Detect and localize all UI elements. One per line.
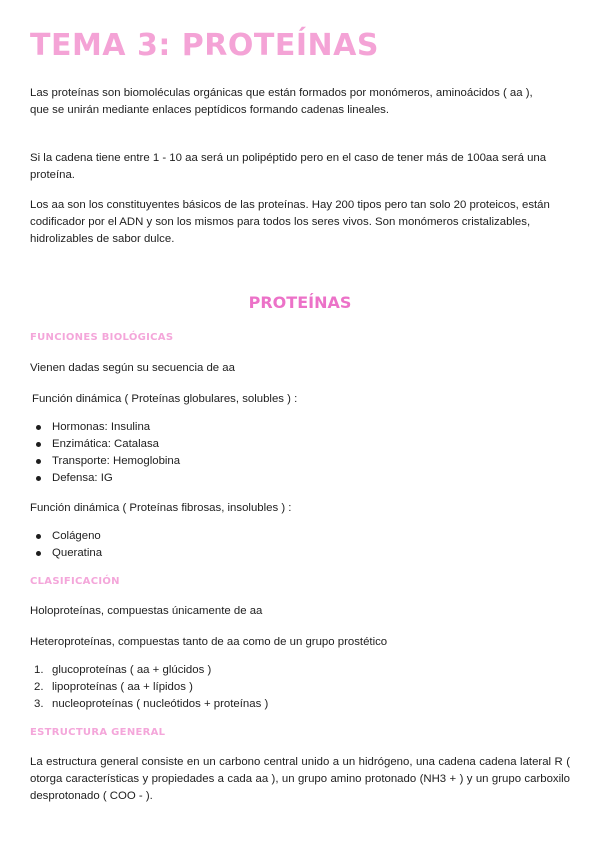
intro-paragraph-2: Si la cadena tiene entre 1 - 10 aa será un polipéptido pero en el caso de tener más de 100aa será una proteína. bbox=[30, 152, 547, 181]
list-item bbox=[30, 419, 180, 436]
list-number: 3. bbox=[34, 698, 44, 710]
globulares-list bbox=[30, 419, 180, 487]
holoproteinas-text: Holoproteínas, compuestas únicamente de aa bbox=[30, 605, 263, 617]
list-item-text: Queratina bbox=[52, 547, 103, 559]
list-item-text: Enzimática: Catalasa bbox=[52, 438, 159, 450]
list-item bbox=[30, 528, 102, 545]
funciones-intro: Vienen dadas según su secuencia de aa bbox=[30, 362, 235, 374]
bullet-icon bbox=[36, 476, 41, 481]
fibrosas-list bbox=[30, 528, 102, 562]
bullet-icon bbox=[36, 534, 41, 539]
heteroproteinas-list bbox=[30, 662, 268, 713]
list-item bbox=[30, 453, 180, 470]
list-item bbox=[30, 545, 102, 562]
list-item bbox=[30, 696, 268, 713]
list-item bbox=[30, 662, 268, 679]
list-item-text: Colágeno bbox=[52, 530, 101, 542]
bullet-icon bbox=[36, 551, 41, 556]
globulares-label: Función dinámica ( Proteínas globulares, solubles ) : bbox=[32, 393, 298, 405]
bullet-icon bbox=[36, 425, 41, 430]
heteroproteinas-text: Heteroproteínas, compuestas tanto de aa como de un grupo prostético bbox=[30, 636, 388, 648]
list-item-text: glucoproteínas ( aa + glúcidos ) bbox=[52, 664, 212, 676]
bullet-icon bbox=[36, 442, 41, 447]
list-item-text: nucleoproteínas ( nucleótidos + proteínas ) bbox=[52, 698, 269, 710]
bullet-icon bbox=[36, 459, 41, 464]
list-item-text: lipoproteínas ( aa + lípidos ) bbox=[52, 681, 193, 693]
list-number: 1. bbox=[34, 664, 44, 676]
list-item bbox=[30, 436, 180, 453]
clasificacion-heading: CLASIFICACIÓN bbox=[30, 576, 120, 587]
list-item-text: Defensa: IG bbox=[52, 472, 113, 484]
list-item-text: Hormonas: Insulina bbox=[52, 421, 151, 433]
list-number: 2. bbox=[34, 681, 44, 693]
page-title: TEMA 3: PROTEÍNAS bbox=[30, 28, 379, 63]
intro-paragraph-3: Los aa son los constituyentes básicos de las proteínas. Hay 200 tipos pero tan solo 20 proteicos, están codificador por el ADN y son los mismos para todos los seres vivos. Son monómeros cristalizables, hidrolizables de sabor dulce. bbox=[30, 199, 550, 245]
intro-paragraph-1: Las proteínas son biomoléculas orgánicas que están formados por monómeros, aminoácidos ( aa ), que se unirán mediante enlaces peptídicos formando cadenas lineales. bbox=[30, 87, 533, 116]
list-item-text: Transporte: Hemoglobina bbox=[52, 455, 181, 467]
list-item bbox=[30, 679, 268, 696]
list-item bbox=[30, 470, 180, 487]
estructura-paragraph: La estructura general consiste en un carbono central unido a un hidrógeno, una cadena cadena lateral R ( otorga características y propiedades a cada aa ), un grupo amino protonado (NH3 + ) y un grupo carboxilo desprotonado ( COO - ). bbox=[30, 756, 570, 802]
fibrosas-label: Función dinámica ( Proteínas fibrosas, insolubles ) : bbox=[30, 502, 292, 514]
funciones-heading: FUNCIONES BIOLÓGICAS bbox=[30, 332, 174, 343]
section-title: PROTEÍNAS bbox=[248, 293, 352, 312]
estructura-heading: ESTRUCTURA GENERAL bbox=[30, 727, 166, 738]
